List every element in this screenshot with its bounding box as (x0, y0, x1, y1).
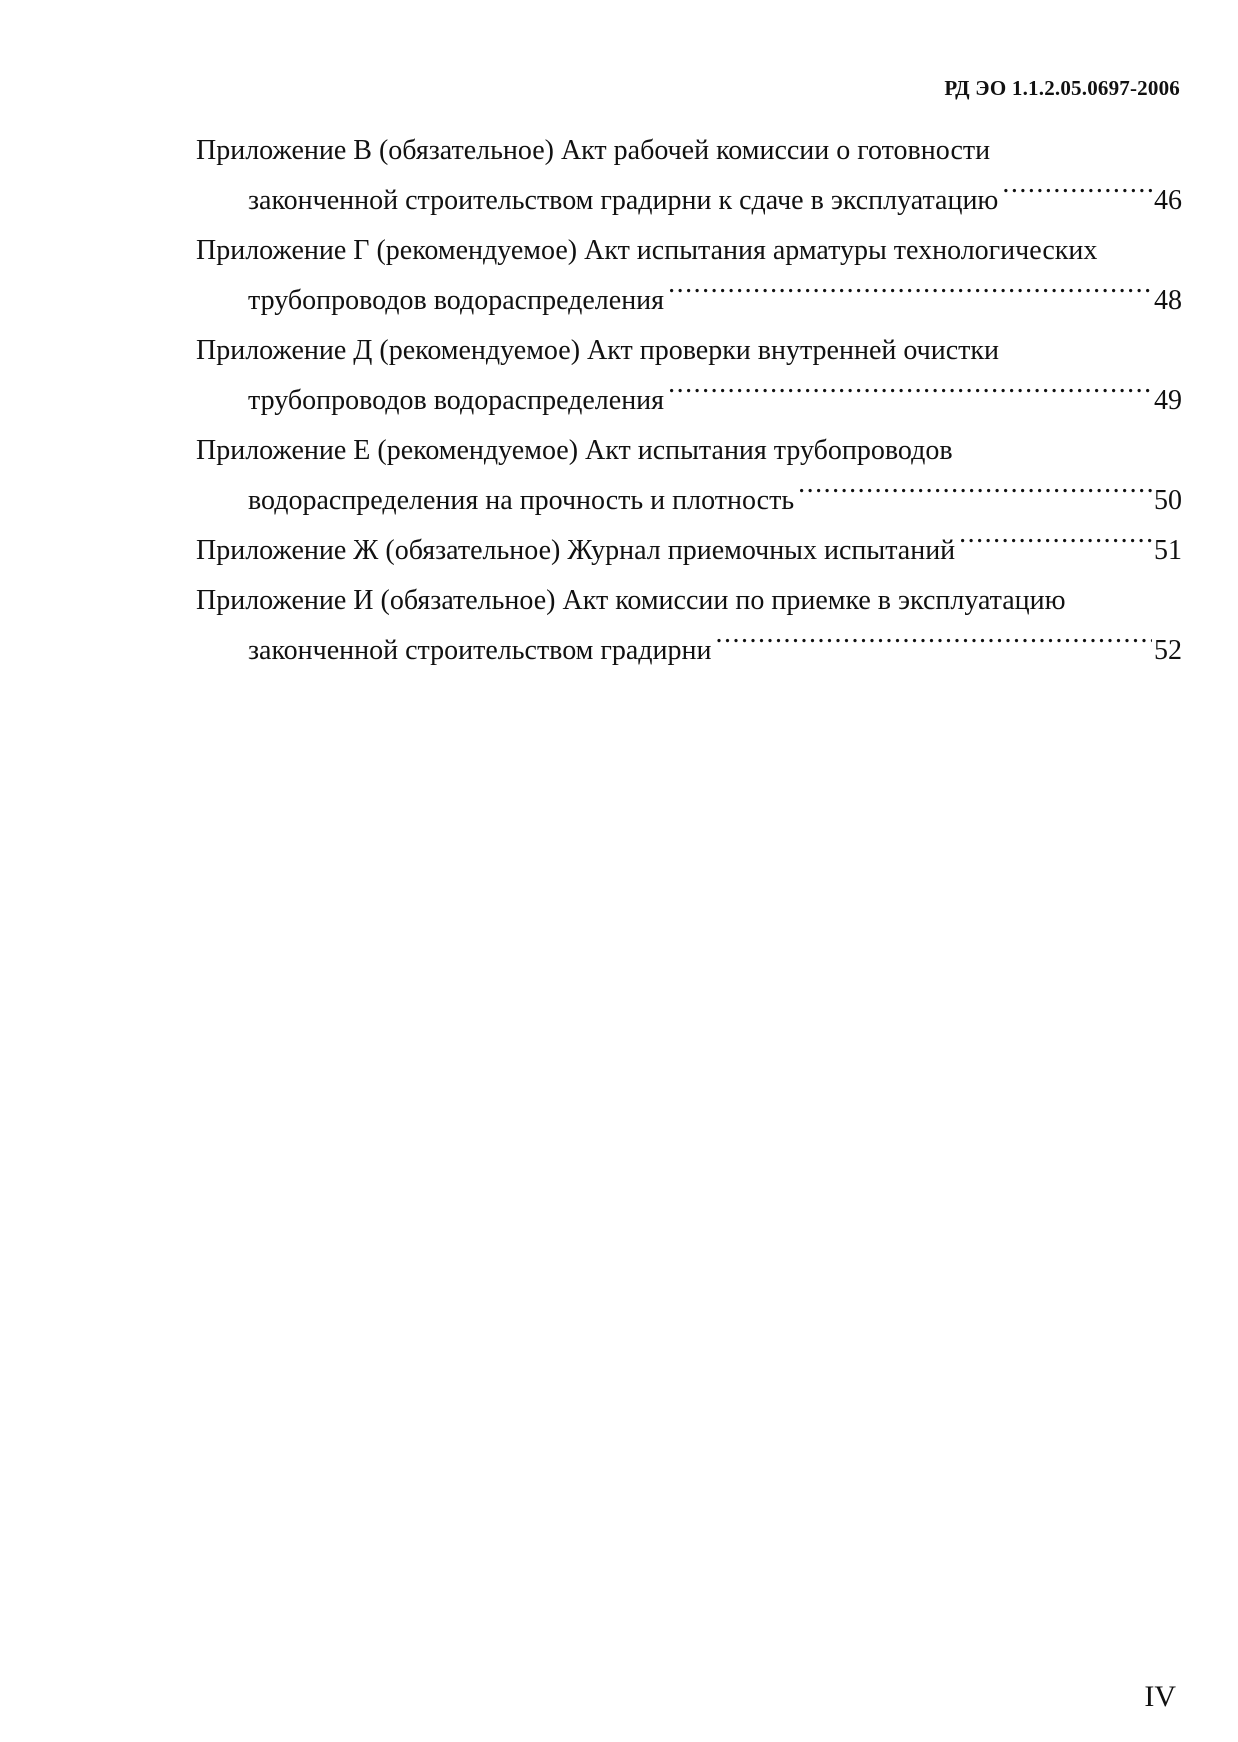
toc-entry-title: Приложение Ж (обязательное) Журнал приемочных испытаний (196, 535, 956, 566)
toc-entry-appendix-g (196, 226, 1182, 326)
toc-entry-title: Приложение Г (рекомендуемое) Акт испытания арматуры технологических (196, 235, 1098, 266)
toc-page-number: 52 (1154, 635, 1182, 666)
toc-entry-title-continued: трубопроводов водораспределения (248, 385, 665, 416)
dot-leader (959, 531, 1152, 559)
toc-entry-title: Приложение В (обязательное) Акт рабочей комиссии о готовности (196, 135, 991, 166)
toc-entry-appendix-i (196, 576, 1182, 676)
dot-leader (798, 481, 1152, 509)
toc-entry-appendix-e (196, 426, 1182, 526)
toc-entry-title-continued: водораспределения на прочность и плотность (248, 485, 795, 516)
toc-entry-title-continued: законченной строительством градирни к сдаче в эксплуатацию (248, 185, 999, 216)
toc-entry-title: Приложение Д (рекомендуемое) Акт проверки внутренней очистки (196, 335, 999, 366)
toc-entry-title: Приложение И (обязательное) Акт комиссии по приемке в эксплуатацию (196, 585, 1066, 616)
toc-page-number: 51 (1154, 535, 1182, 566)
dot-leader (716, 631, 1152, 659)
dot-leader (1002, 181, 1152, 209)
page-number: IV (1144, 1680, 1176, 1713)
toc-page-number: 50 (1154, 485, 1182, 516)
toc-page-number: 49 (1154, 385, 1182, 416)
toc-entry-appendix-d (196, 326, 1182, 426)
table-of-contents (196, 126, 1182, 676)
toc-entry-appendix-v (196, 126, 1182, 226)
toc-page-number: 46 (1154, 185, 1182, 216)
toc-entry-appendix-zh (196, 526, 1182, 576)
toc-entry-title-continued: законченной строительством градирни (248, 635, 712, 666)
dot-leader (668, 381, 1152, 409)
dot-leader (668, 281, 1152, 309)
toc-entry-title-continued: трубопроводов водораспределения (248, 285, 665, 316)
document-code: РД ЭО 1.1.2.05.0697-2006 (944, 76, 1180, 100)
toc-entry-title: Приложение Е (рекомендуемое) Акт испытания трубопроводов (196, 435, 953, 466)
toc-page-number: 48 (1154, 285, 1182, 316)
